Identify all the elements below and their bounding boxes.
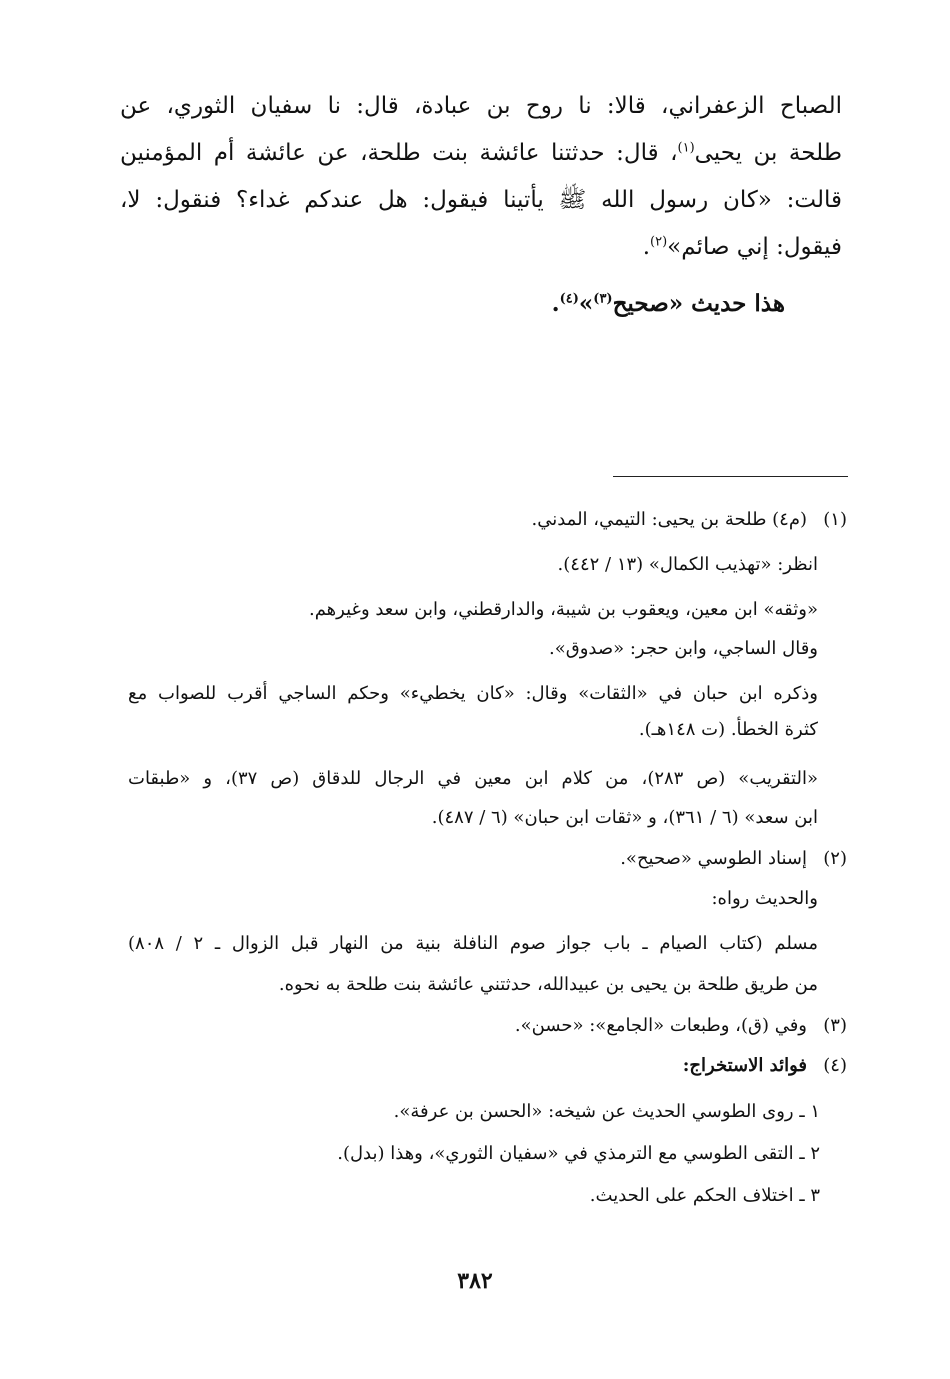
- main-line-3: قالت: «كان رسول الله ﷺ يأتينا فيقول: هل عندكم غداء؟ فنقول: لا،: [120, 187, 842, 213]
- footnote-1-number: (١): [823, 509, 847, 530]
- footnote-1-line: انظر: «تهذيب الكمال» (١٣ / ٤٤٢).: [557, 554, 818, 575]
- main-text: [120, 83, 842, 271]
- footnote-4-item: ١ ـ روى الطوسي الحديث عن شيخه: «الحسن بن عرفة».: [393, 1101, 820, 1122]
- footnote-2-line: مسلم (كتاب الصيام ـ باب جواز صوم النافلة بنية من النهار قبل الزوال ـ ٢ / ٨٠٨): [128, 933, 818, 954]
- footnote-4-heading: فوائد الاستخراج:: [682, 1055, 807, 1076]
- footnote-2-line: والحديث رواه:: [711, 888, 818, 909]
- footnote-1-line: كثرة الخطأ. (ت ١٤٨هـ).: [638, 719, 818, 740]
- footnote-1-line: «وثقه» ابن معين، ويعقوب بن شيبة، والدارقطني، وابن سعد وغيرهم.: [308, 599, 818, 620]
- footnote-2-line: من طريق طلحة بن يحيى بن عبيدالله، حدثتني عائشة بنت طلحة به نحوه.: [278, 974, 818, 995]
- footnote-4-item: ٢ ـ التقى الطوسي مع الترمذي في «سفيان الثوري»، وهذا (بدل).: [337, 1143, 820, 1164]
- main-line-4: فيقول: إني صائم»$^{(٢)}$.: [642, 234, 842, 260]
- footnote-4-item: ٣ ـ اختلاف الحكم على الحديث.: [589, 1185, 820, 1206]
- footnote-marker-2: (٢): [650, 234, 668, 250]
- footnote-marker-3: (٣): [593, 291, 613, 307]
- footnote-1-line: وقال الساجي، وابن حجر: «صدوق».: [549, 638, 818, 659]
- main-line-1: الصباح الزعفراني، قالا: نا روح بن عبادة، قال: نا سفيان الثوري، عن: [120, 93, 842, 119]
- footnote-2-line: إسناد الطوسي «صحيح».: [620, 848, 807, 869]
- footnote-1-line: ابن سعد» (٦ / ٣٦١)، و «ثقات ابن حبان» (٦ / ٤٨٧).: [431, 807, 818, 828]
- footnote-separator: [613, 476, 848, 477]
- footnote-marker-4: (٤): [559, 291, 579, 307]
- footnote-1-line: وذكره ابن حبان في «الثقات» وقال: «كان يخطيء» وحكم الساجي أقرب للصواب مع: [128, 683, 818, 704]
- page-number: ٣٨٢: [457, 1268, 493, 1294]
- footnote-1-line: (م٤) طلحة بن يحيى: التيمي، المدني.: [531, 509, 807, 530]
- footnote-1-line: «التقريب» (ص ٢٨٣)، من كلام ابن معين في الرجال للدقاق (ص ٣٧)، و «طبقات: [128, 768, 818, 789]
- footnote-2-number: (٢): [823, 848, 847, 869]
- hadith-verdict: هذا حديث «صحيح$^{(٣)}$»$^{(٤)}$.: [551, 290, 785, 317]
- main-line-2: طلحة بن يحيى$^{(١)}$، قال: حدثتنا عائشة بنت طلحة، عن عائشة أم المؤمنين: [120, 140, 842, 166]
- footnote-3-number: (٣): [823, 1015, 847, 1036]
- footnote-4-number: (٤): [823, 1055, 847, 1076]
- footnote-marker-1: (١): [677, 140, 695, 156]
- footnote-3-line: وفي (ق)، وطبعات «الجامع»: «حسن».: [514, 1015, 807, 1036]
